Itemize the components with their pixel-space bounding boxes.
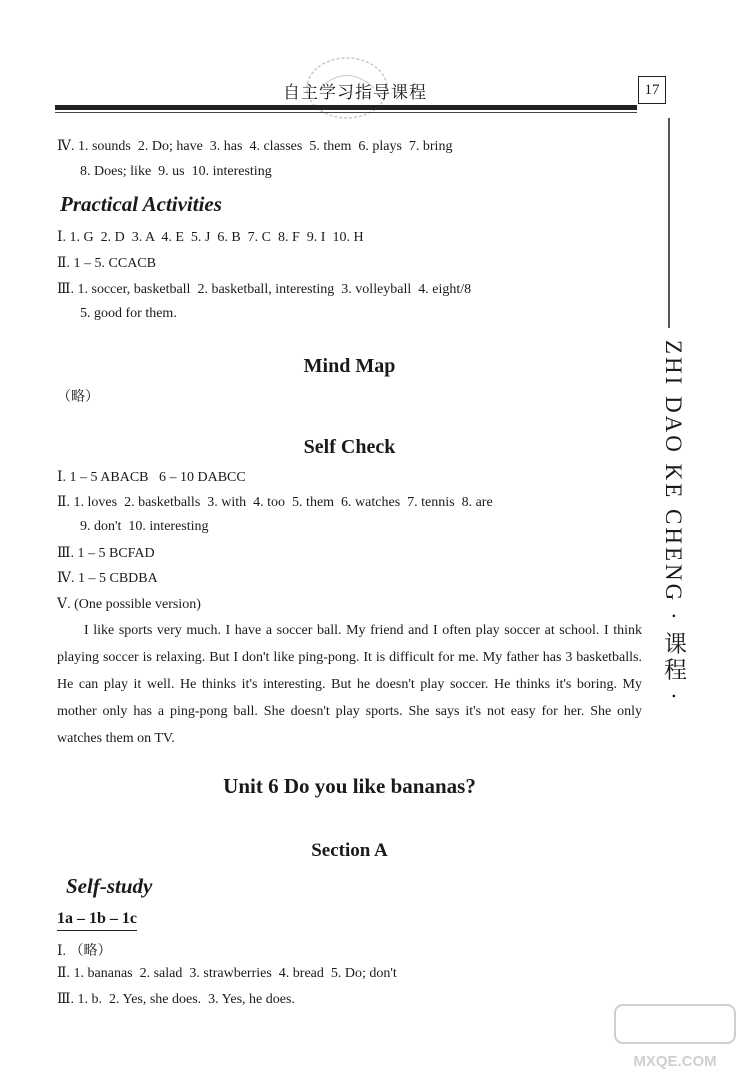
section-heading-self-study: Self-study xyxy=(66,874,153,898)
answer-line: Ⅱ. 1. loves 2. basketballs 3. with 4. too 5. them 6. watches 7. tennis 8. are xyxy=(57,495,493,510)
answer-line: Ⅲ. 1. b. 2. Yes, she does. 3. Yes, he does. xyxy=(57,992,295,1007)
header-rule-thick xyxy=(55,105,637,110)
header-rule-thin xyxy=(55,112,637,113)
section-heading-section-a: Section A xyxy=(311,840,388,861)
section-heading-self-check: Self Check xyxy=(303,436,396,458)
section-heading-mind-map: Mind Map xyxy=(303,355,396,377)
answer-line: Ⅴ. (One possible version) xyxy=(57,597,201,612)
watermark-logo xyxy=(610,1000,740,1075)
answer-line: Ⅳ. 1. sounds 2. Do; have 3. has 4. classes 5. them 6. plays 7. bring xyxy=(57,139,453,154)
answer-line: Ⅲ. 1. soccer, basketball 2. basketball, interesting 3. volleyball 4. eight/8 xyxy=(57,282,472,297)
mind-map-note: （略） xyxy=(57,390,99,405)
side-rule xyxy=(668,118,670,328)
answer-line: Ⅲ. 1 – 5 BCFAD xyxy=(57,546,155,561)
header-title: 自主学习指导课程 xyxy=(283,83,427,103)
answer-line: Ⅰ. （略） xyxy=(57,944,112,959)
answer-line: 8. Does; like 9. us 10. interesting xyxy=(80,164,272,179)
answer-line: Ⅱ. 1. bananas 2. salad 3. strawberries 4. bread 5. Do; don't xyxy=(57,966,397,981)
answer-line: 9. don't 10. interesting xyxy=(80,519,209,534)
answer-line: Ⅱ. 1 – 5. CCACB xyxy=(57,256,156,271)
answer-line: Ⅰ. 1. G 2. D 3. A 4. E 5. J 6. B 7. C 8. F 9. I 10. H xyxy=(57,230,364,245)
page-number: 17 xyxy=(638,76,666,104)
unit-title: Unit 6 Do you like bananas? xyxy=(223,774,476,798)
sample-essay-paragraph: I like sports very much. I have a soccer ball. My friend and I often play soccer at school. I think playing soccer is relaxing. But I don't like ping-pong. It is difficult for me. My father has 3 basketballs. He can play it well. He thinks it's interesting. But he doesn't play soccer. He thinks it's boring. My mother only has a ping-pong ball. She doesn't play sports. She says it's not easy for her. She only watches them on TV. xyxy=(57,623,642,746)
answer-line: Ⅳ. 1 – 5 CBDBA xyxy=(57,571,158,586)
subheading-1a-1b-1c: 1a – 1b – 1c xyxy=(57,910,137,931)
section-heading-practical: Practical Activities xyxy=(60,192,222,216)
watermark-text: MXQE.COM xyxy=(633,1053,717,1070)
side-vertical-text: ZHI DAO KE CHENG · 课程 · xyxy=(661,340,686,703)
answer-line: Ⅰ. 1 – 5 ABACB 6 – 10 DABCC xyxy=(57,470,246,485)
answer-line: 5. good for them. xyxy=(80,306,177,321)
